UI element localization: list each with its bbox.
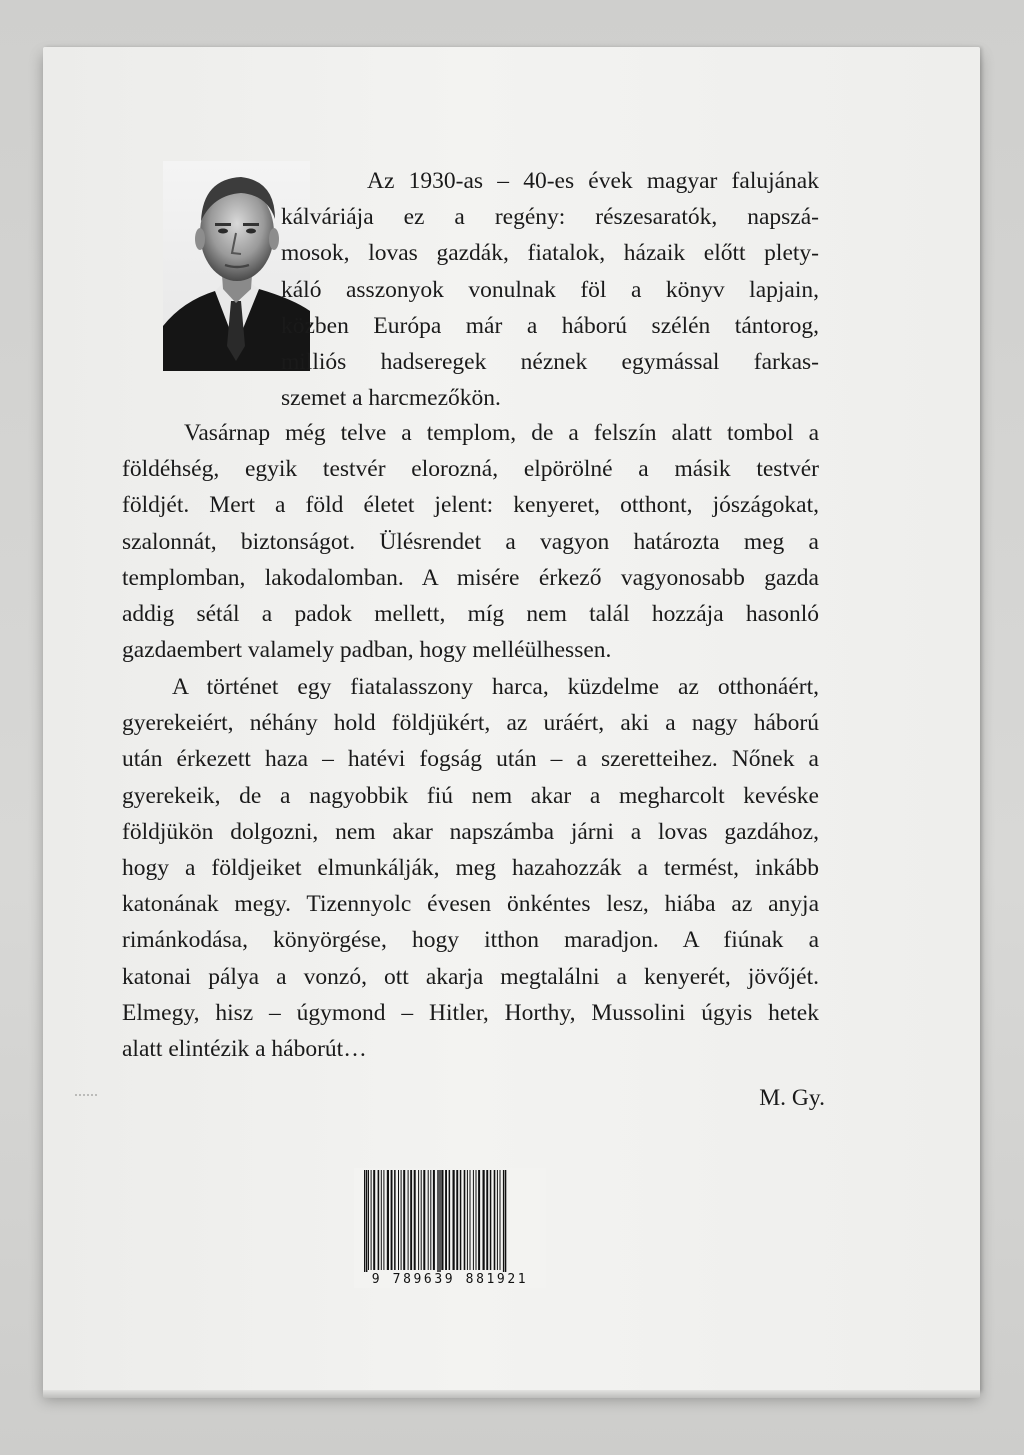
barcode-bar bbox=[494, 1170, 496, 1270]
barcode-bar bbox=[421, 1170, 422, 1270]
barcode-bar bbox=[403, 1170, 405, 1270]
barcode-bar bbox=[371, 1170, 372, 1270]
barcode-bar bbox=[453, 1170, 455, 1270]
barcode-bar bbox=[398, 1170, 399, 1270]
barcode-bar bbox=[391, 1170, 393, 1270]
text-line: közben Európa már a háború szélén tántorog, bbox=[281, 312, 819, 339]
paragraph-two bbox=[122, 415, 819, 668]
barcode-bar bbox=[478, 1170, 480, 1270]
barcode-guard-bar bbox=[364, 1170, 365, 1282]
text-line: A történet egy fiatalasszony harca, küzdelme az otthonáért, bbox=[172, 674, 819, 700]
barcode-bar bbox=[373, 1170, 375, 1270]
text-line: katonának megy. Tizennyolc évesen önkéntes lesz, hiába az anyja bbox=[122, 891, 819, 918]
text-line: mosok, lovas gazdák, fiatalok, házaik előtt plety- bbox=[281, 240, 819, 267]
print-smudge bbox=[75, 1094, 97, 1102]
text-line: addig sétál a padok mellett, míg nem talál hozzája hasonló bbox=[122, 601, 819, 628]
barcode-bar bbox=[381, 1170, 382, 1270]
text-line: templomban, lakodalomban. A misére érkező vagyonosabb gazda bbox=[122, 564, 819, 591]
text-line: Az 1930-as – 40-es évek magyar falujának bbox=[367, 168, 819, 194]
text-line: földjét. Mert a föld életet jelent: kenyeret, otthont, jószágokat, bbox=[122, 492, 819, 519]
barcode-guard-bar bbox=[439, 1170, 440, 1282]
text-line: alatt elintézik a háborút… bbox=[122, 1036, 367, 1063]
barcode-guard-bar bbox=[437, 1170, 438, 1282]
barcode-bar bbox=[410, 1170, 412, 1270]
barcode-bar bbox=[428, 1170, 429, 1270]
text-line: katonai pálya a vonzó, ott akarja megtalálni a kenyerét, jövőjét. bbox=[122, 963, 819, 990]
text-line: után érkezett haza – hatévi fogság után – a szeretteihez. Nőnek a bbox=[122, 746, 819, 773]
barcode-bar bbox=[414, 1170, 416, 1270]
barcode-bar bbox=[423, 1170, 425, 1270]
barcode-bar bbox=[460, 1170, 462, 1270]
barcode-bar bbox=[500, 1170, 501, 1270]
barcode-bar bbox=[408, 1170, 409, 1270]
barcode-bar bbox=[497, 1170, 498, 1270]
barcode-bar bbox=[387, 1170, 389, 1270]
barcode-bar bbox=[476, 1170, 477, 1270]
isbn-barcode bbox=[354, 1168, 546, 1288]
barcode-bar bbox=[470, 1170, 471, 1270]
barcode-bar bbox=[464, 1170, 466, 1270]
paragraph-three bbox=[122, 669, 819, 1067]
barcode-bar bbox=[490, 1170, 492, 1270]
barcode-bar bbox=[433, 1170, 435, 1270]
text-line: Elmegy, hisz – úgymond – Hitler, Horthy, Mussolini úgyis hetek bbox=[122, 999, 819, 1026]
barcode-bar bbox=[430, 1170, 431, 1270]
barcode-guard-bar bbox=[503, 1170, 504, 1282]
barcode-bar bbox=[441, 1170, 443, 1270]
text-line: hogy a földjeiket elmunkálják, meg hazahozzák a termést, inkább bbox=[122, 855, 819, 882]
isbn-number: 9 789639 881921 bbox=[354, 1272, 546, 1287]
barcode-bar bbox=[368, 1170, 369, 1270]
barcode-bar bbox=[401, 1170, 402, 1270]
barcode-bar bbox=[445, 1170, 447, 1270]
barcode-bar bbox=[449, 1170, 451, 1270]
barcode-bar bbox=[378, 1170, 380, 1270]
barcode-bar bbox=[483, 1170, 485, 1270]
text-line: földjükön dolgozni, nem akar napszámba járni a lovas gazdához, bbox=[122, 818, 819, 845]
barcode-bar bbox=[418, 1170, 419, 1270]
author-signature: M. Gy. bbox=[759, 1085, 825, 1111]
barcode-bar bbox=[473, 1170, 474, 1270]
text-line: milliós hadseregek néznek egymással farkas- bbox=[281, 349, 819, 376]
text-line: káló asszonyok vonulnak föl a könyv lapjain, bbox=[281, 276, 819, 303]
text-line: szalonnát, biztonságot. Ülésrendet a vagyon határozta meg a bbox=[122, 528, 819, 555]
text-line: szemet a harcmezőkön. bbox=[281, 385, 501, 412]
text-line: gyerekeiért, néhány hold földjükért, az uráért, aki a nagy háború bbox=[122, 710, 819, 737]
text-line: Vasárnap még telve a templom, de a felszín alatt tombol a bbox=[184, 420, 819, 446]
text-line: földéhség, egyik testvér elorozná, elpörölné a másik testvér bbox=[122, 456, 819, 483]
intro-paragraph bbox=[281, 163, 819, 416]
barcode-bar bbox=[456, 1170, 458, 1270]
barcode-bar bbox=[394, 1170, 396, 1270]
barcode-guard-bar bbox=[505, 1170, 506, 1282]
barcode-guard-bar bbox=[366, 1170, 367, 1282]
text-line: kálváriája ez a regény: részesaratók, napszá- bbox=[281, 204, 819, 231]
barcode-bar bbox=[467, 1170, 468, 1270]
text-line: gazdaembert valamely padban, hogy melléülhessen. bbox=[122, 637, 612, 664]
text-line: rimánkodása, könyörgése, hogy itthon maradjon. A fiúnak a bbox=[122, 927, 819, 954]
text-line: gyerekeik, de a nagyobbik fiú nem akar a megharcolt kevéske bbox=[122, 782, 819, 809]
page-edge bbox=[43, 1390, 980, 1398]
barcode-bar bbox=[383, 1170, 384, 1270]
barcode-bar bbox=[486, 1170, 488, 1270]
